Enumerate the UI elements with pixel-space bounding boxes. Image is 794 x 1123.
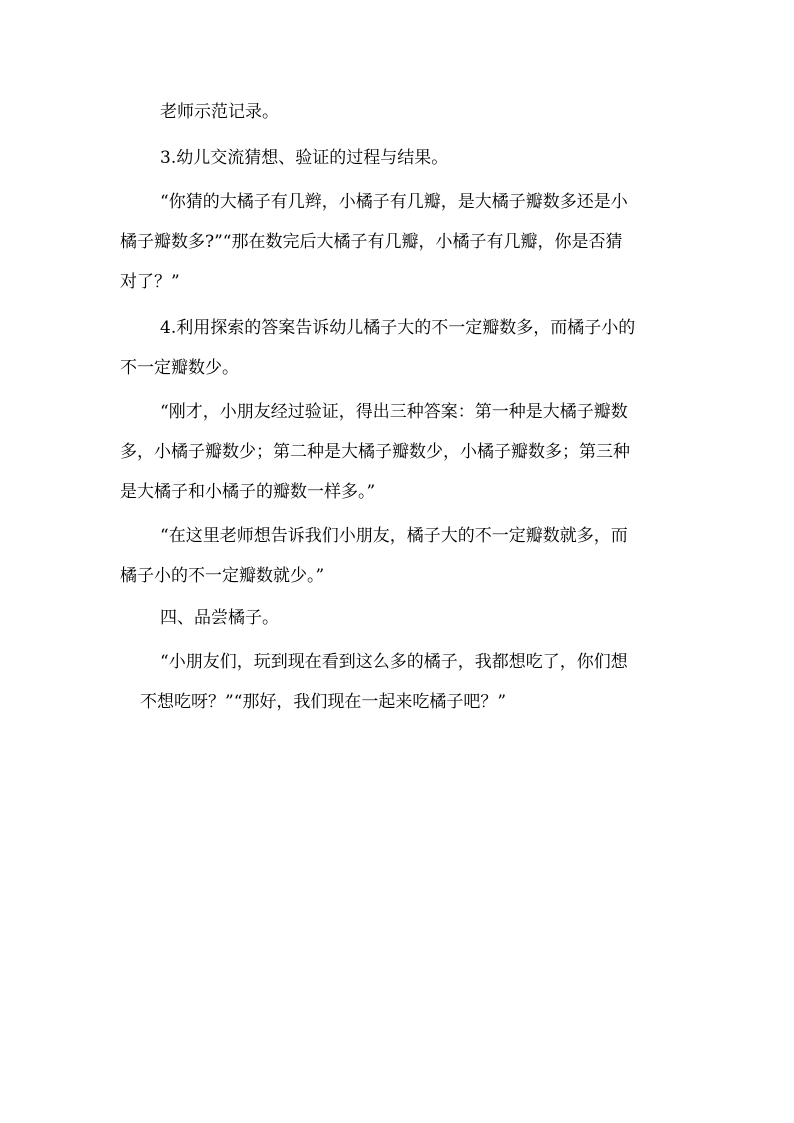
paragraph-step-3 <box>120 138 680 178</box>
text-line: 橘子小的不一定瓣数就少。” <box>120 566 325 586</box>
text-line: 4.利用探索的答案告诉幼儿橘子大的不一定瓣数多，而橘子小的 <box>160 318 636 338</box>
text-line: “你猜的大橘子有几辫，小橘子有几瓣，是大橘子瓣数多还是小 <box>160 192 628 212</box>
text-line: 多，小橘子瓣数少；第二种是大橘子瓣数少，小橘子瓣数多；第三种 <box>120 442 630 462</box>
text-line: 对了？” <box>120 272 180 292</box>
paragraph-teacher-tells <box>120 516 680 596</box>
text-line: “刚才，小朋友经过验证，得出三种答案：第一种是大橘子瓣数 <box>160 402 628 422</box>
text-line: 3.幼儿交流猜想、验证的过程与结果。 <box>160 148 449 168</box>
paragraph-guess-question <box>120 182 680 302</box>
text-line: 橘子瓣数多?”“那在数完后大橘子有几瓣，小橘子有几瓣，你是否猜 <box>120 232 623 252</box>
text-line: “在这里老师想告诉我们小朋友，橘子大的不一定瓣数就多，而 <box>160 526 628 546</box>
paragraph-three-answers <box>120 392 680 512</box>
text-line: 不一定瓣数少。 <box>120 358 239 378</box>
text-line: 是大橘子和小橘子的瓣数一样多。” <box>120 482 376 502</box>
paragraph-step-4 <box>120 308 680 388</box>
text-line: “小朋友们，玩到现在看到这么多的橘子，我都想吃了，你们想 <box>160 652 628 672</box>
paragraph-eat-oranges <box>120 642 680 722</box>
text-line: 不想吃呀？”“那好，我们现在一起来吃橘子吧？” <box>140 692 507 712</box>
section-heading-taste-oranges <box>120 598 680 638</box>
text-line: 老师示范记录。 <box>160 102 279 122</box>
text-line: 四、品尝橘子。 <box>160 608 279 628</box>
paragraph-teacher-demo <box>120 92 680 132</box>
